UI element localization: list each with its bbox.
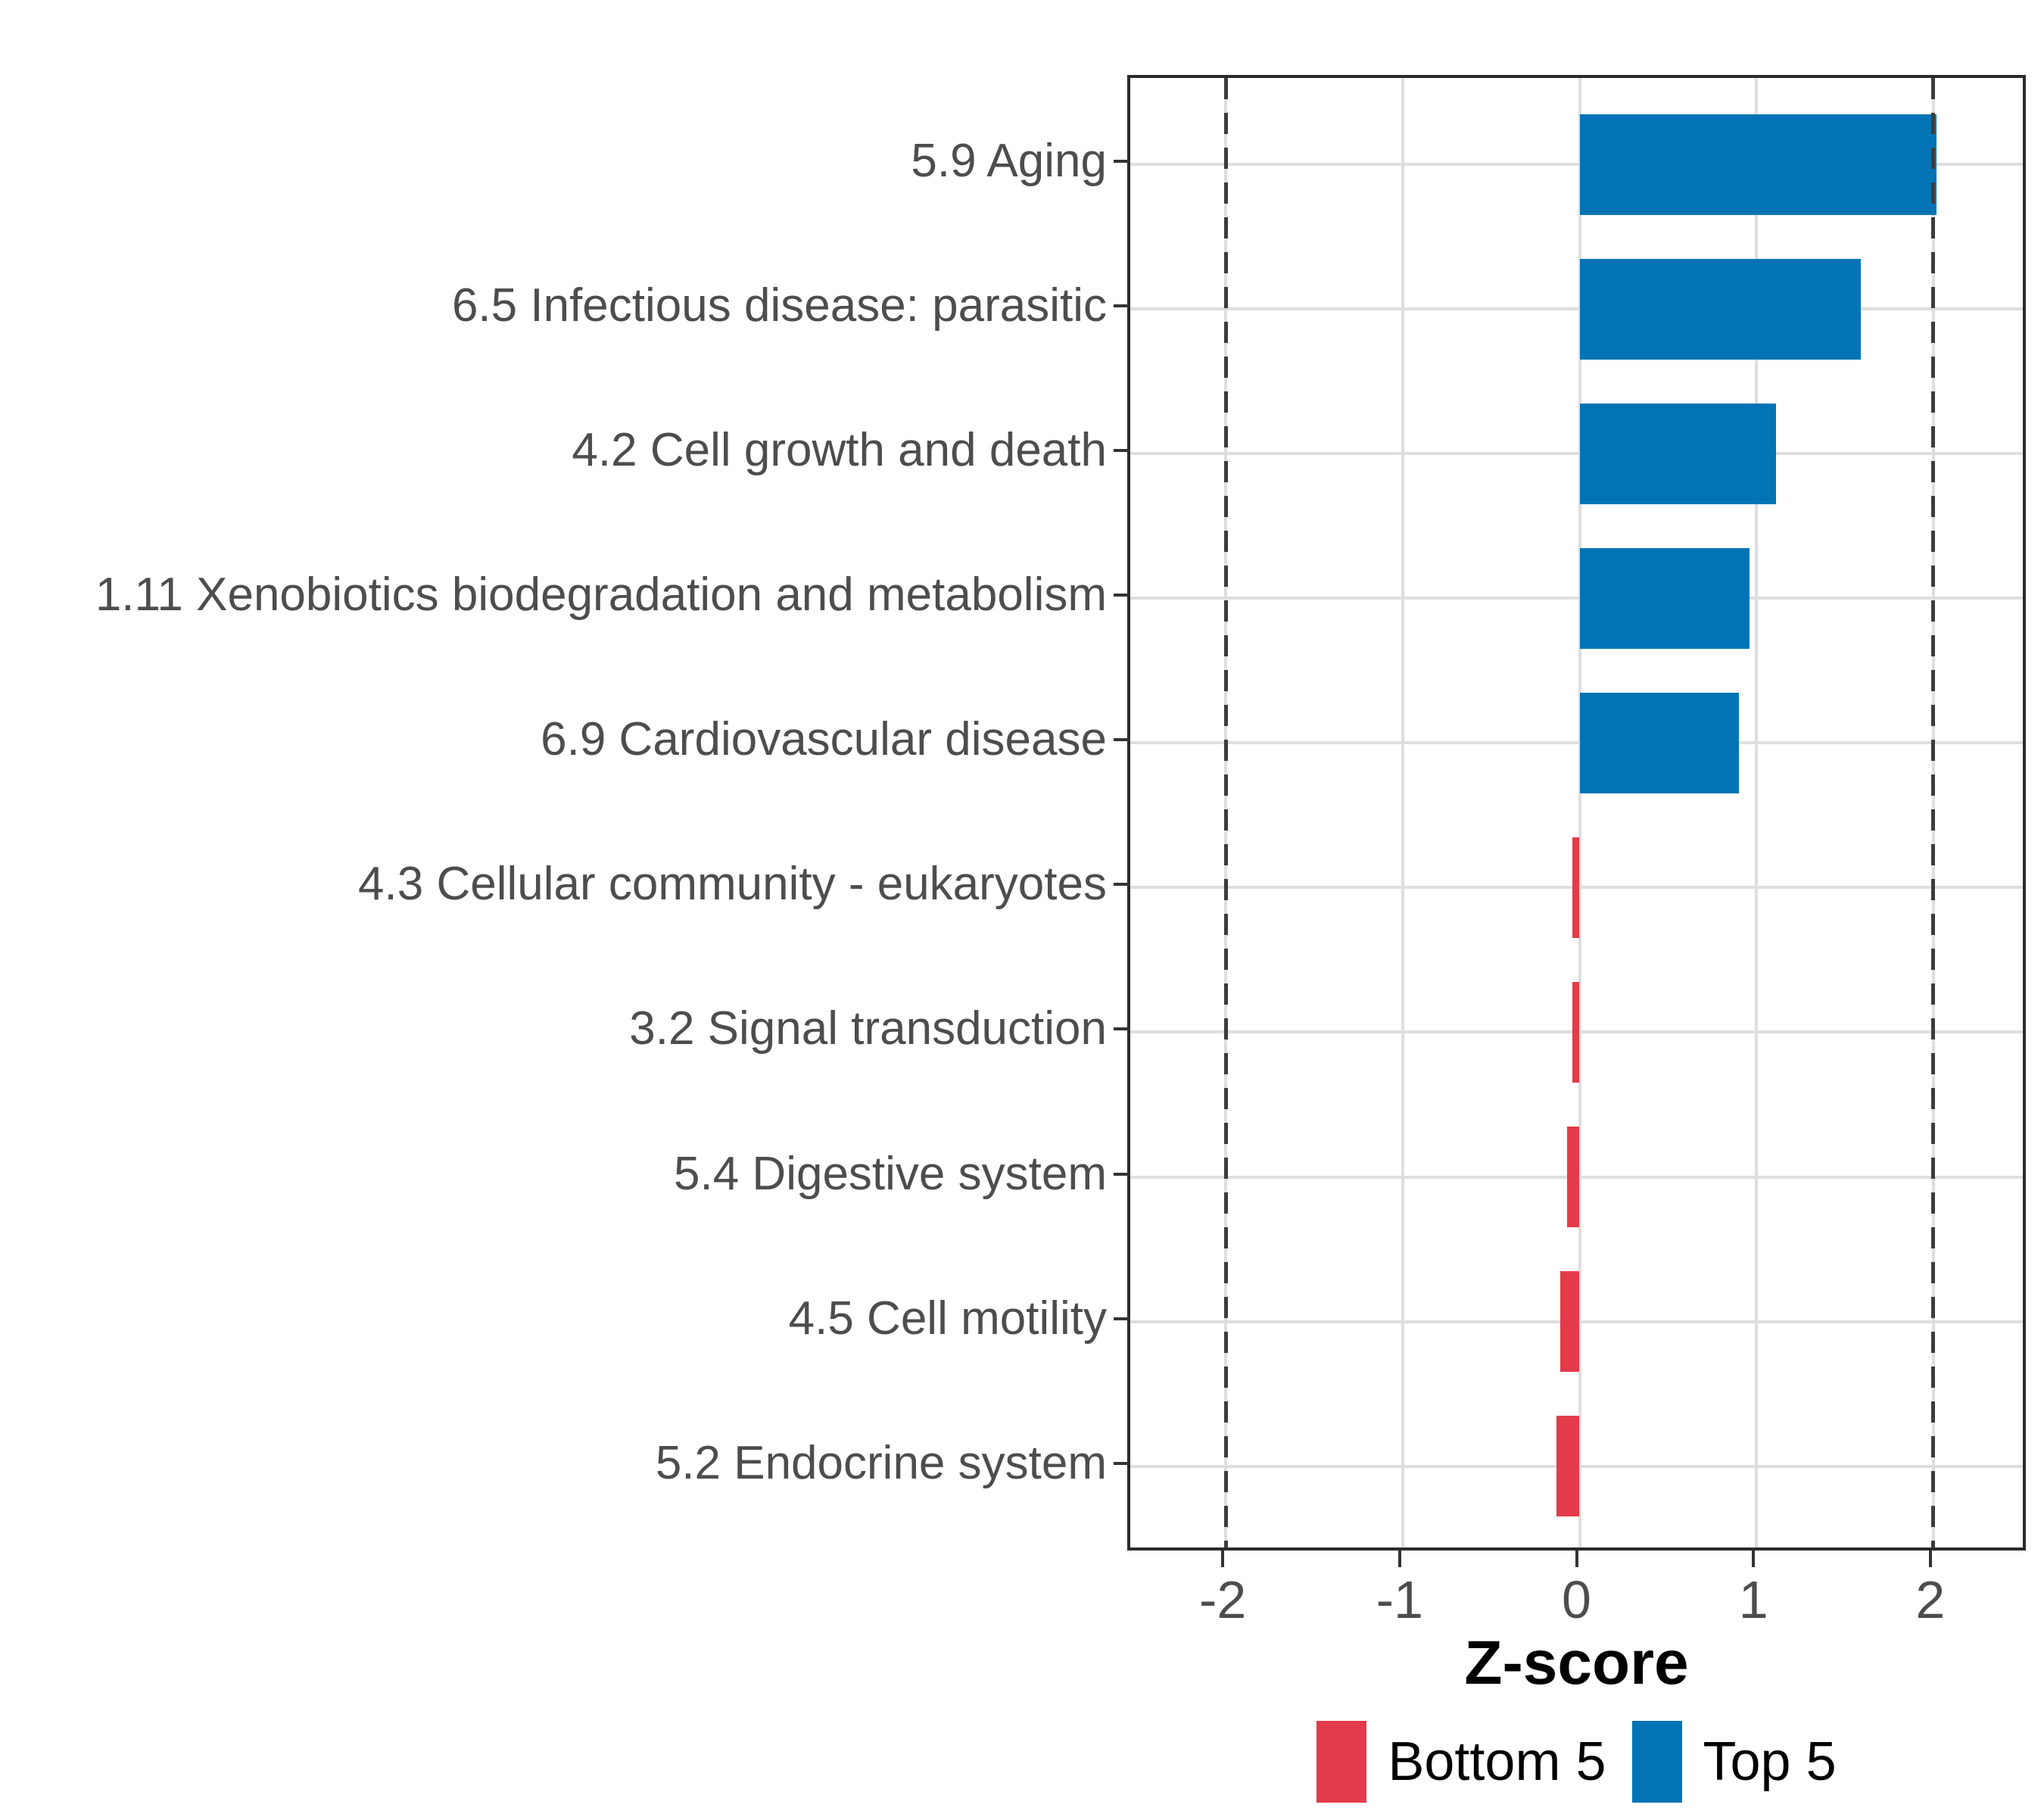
y-tick-label: 4.5 Cell motility <box>788 1292 1107 1345</box>
plot-panel <box>1127 75 2026 1551</box>
legend-item <box>1316 1721 1606 1803</box>
x-axis-tick <box>1575 1551 1578 1567</box>
y-axis-tick <box>1114 160 1129 163</box>
bar-top5 <box>1580 693 1739 793</box>
bar-bottom5 <box>1572 982 1579 1083</box>
bar-top5 <box>1580 114 1937 215</box>
bar-bottom5 <box>1556 1416 1579 1516</box>
y-tick-label: 4.3 Cellular community - eukaryotes <box>358 858 1107 911</box>
legend-label: Bottom 5 <box>1388 1731 1606 1792</box>
y-tick-label: 5.4 Digestive system <box>674 1147 1107 1200</box>
legend-swatch <box>1316 1721 1366 1803</box>
y-axis-tick <box>1114 1027 1129 1030</box>
bar-top5 <box>1580 259 1862 360</box>
x-tick-label: 2 <box>1915 1570 1946 1629</box>
reference-line-dashed <box>1224 78 1228 1547</box>
y-axis-tick <box>1114 594 1129 597</box>
legend-label: Top 5 <box>1703 1731 1837 1792</box>
y-tick-label: 3.2 Signal transduction <box>629 1002 1107 1055</box>
x-tick-label: 1 <box>1738 1570 1768 1629</box>
y-tick-label: 6.9 Cardiovascular disease <box>541 713 1107 766</box>
bar-bottom5 <box>1567 1127 1579 1227</box>
x-axis-tick <box>1398 1551 1401 1567</box>
x-axis-tick <box>1221 1551 1224 1567</box>
y-gridline <box>1130 597 2023 600</box>
bar-top5 <box>1580 404 1776 504</box>
legend <box>1127 1720 2026 1803</box>
y-axis-tick <box>1114 1173 1129 1176</box>
reference-line-dashed <box>1931 78 1935 1547</box>
y-axis-tick <box>1114 449 1129 452</box>
y-tick-label: 6.5 Infectious disease: parasitic <box>451 279 1107 332</box>
y-axis-tick <box>1114 1317 1129 1320</box>
bar-bottom5 <box>1572 837 1579 938</box>
y-tick-label: 4.2 Cell growth and death <box>572 424 1107 477</box>
y-gridline <box>1130 307 2023 310</box>
y-axis-tick <box>1114 304 1129 307</box>
x-tick-label: -2 <box>1199 1570 1247 1629</box>
y-tick-label: 5.2 Endocrine system <box>655 1436 1107 1489</box>
x-gridline <box>1401 78 1404 1547</box>
bar-top5 <box>1580 548 1750 649</box>
legend-item <box>1632 1721 1837 1803</box>
x-axis-tick <box>1929 1551 1932 1567</box>
y-gridline <box>1130 741 2023 744</box>
y-axis-tick <box>1114 883 1129 886</box>
y-tick-label: 5.9 Aging <box>911 135 1107 187</box>
y-tick-label: 1.11 Xenobiotics biodegradation and metabolism <box>95 569 1107 622</box>
bar-bottom5 <box>1560 1271 1580 1372</box>
x-tick-label: 0 <box>1562 1570 1591 1629</box>
x-axis-tick <box>1752 1551 1755 1567</box>
x-axis-title: Z-score <box>1464 1628 1689 1697</box>
x-tick-label: -1 <box>1376 1570 1423 1629</box>
y-axis-tick <box>1114 738 1129 741</box>
y-axis-tick <box>1114 1462 1129 1465</box>
legend-swatch <box>1632 1721 1682 1803</box>
y-gridline <box>1130 452 2023 455</box>
